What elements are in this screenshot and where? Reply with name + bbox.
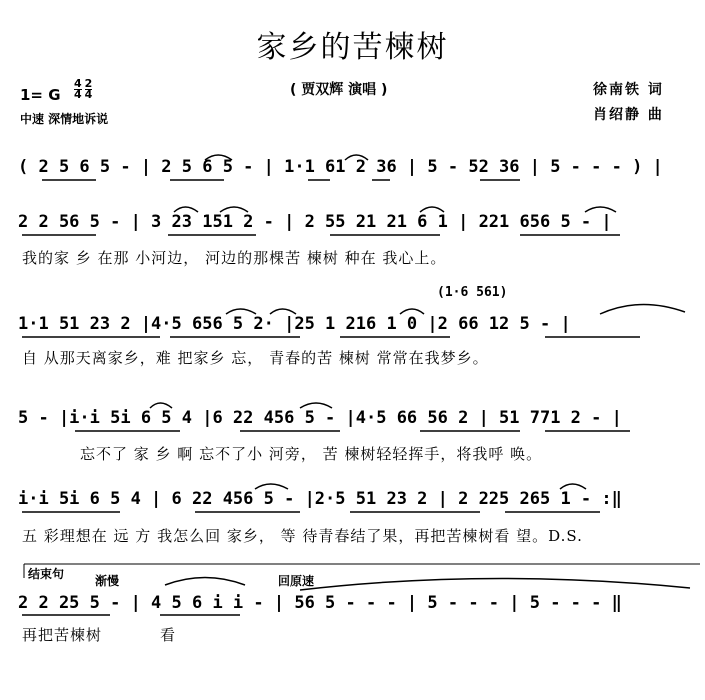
notation-line-5: i·i 5i 6 5 4 | 6 22 456 5 - |2·5 51 23 2 | 2 225 265 1 - :‖ bbox=[18, 489, 622, 509]
lyrics-line-6b: 看 bbox=[160, 626, 177, 644]
lyrics-line-5: 五 彩理想在 远 方 我怎么回 家乡， 等 待青春结了果，再把苦楝树看 望。D.S. bbox=[22, 527, 583, 545]
notation-line-1: ( 2 5 6 5 - | 2 5 6 5 - | 1·1 61 2 36 | 5 - 52 36 | 5 - - - ) | bbox=[18, 157, 663, 177]
mark-a-tempo: 回原速 bbox=[278, 574, 315, 588]
song-title: 家乡的苦楝树 bbox=[256, 30, 449, 65]
lyrics-line-3: 自 从那天离家乡，难 把家乡 忘， 青春的苦 楝树 常常在我梦乡。 bbox=[22, 349, 489, 367]
lyrics-line-2: 我的家 乡 在那 小河边， 河边的那棵苦 楝树 种在 我心上。 bbox=[22, 249, 447, 267]
notation-line-2: 2 2 56 5 - | 3 23 151 2 - | 2 55 21 21 6 1 | 221 656 5 - | bbox=[18, 212, 612, 232]
lyrics-line-4: 忘不了 家 乡 啊 忘不了小 河旁， 苦 楝树轻轻挥手，将我呼 唤。 bbox=[80, 445, 543, 463]
notation-line-6: 2 2 25 5 - | 4 5 6 i i - | 56 5 - - - | 5 - - - | 5 - - - ‖ bbox=[18, 593, 622, 613]
performer: ( 贾双辉 演唱 ) bbox=[290, 82, 388, 98]
key-signature: 1= G bbox=[20, 86, 61, 104]
notation-line-3: 1·1 51 23 2 |4·5 656 5 2· |25 1 216 1 0 |2 66 12 5 - | bbox=[18, 314, 571, 334]
mark-ritardando: 渐慢 bbox=[95, 574, 120, 588]
composer: 肖绍静 曲 bbox=[593, 107, 664, 123]
time-signature: 4 4 2 4 bbox=[74, 77, 93, 101]
tempo-expression: 中速 深情地诉说 bbox=[20, 112, 109, 126]
lyrics-line-6a: 再把苦楝树 bbox=[22, 626, 103, 644]
mark-ending: 结束句 bbox=[28, 567, 65, 581]
lyricist: 徐南铁 词 bbox=[593, 82, 664, 98]
notation-line-4: 5 - |i·i 5i 6 5 4 |6 22 456 5 - |4·5 66 56 2 | 51 771 2 - | bbox=[18, 408, 622, 428]
overhead-phrase: (1·6 561) bbox=[437, 285, 508, 300]
